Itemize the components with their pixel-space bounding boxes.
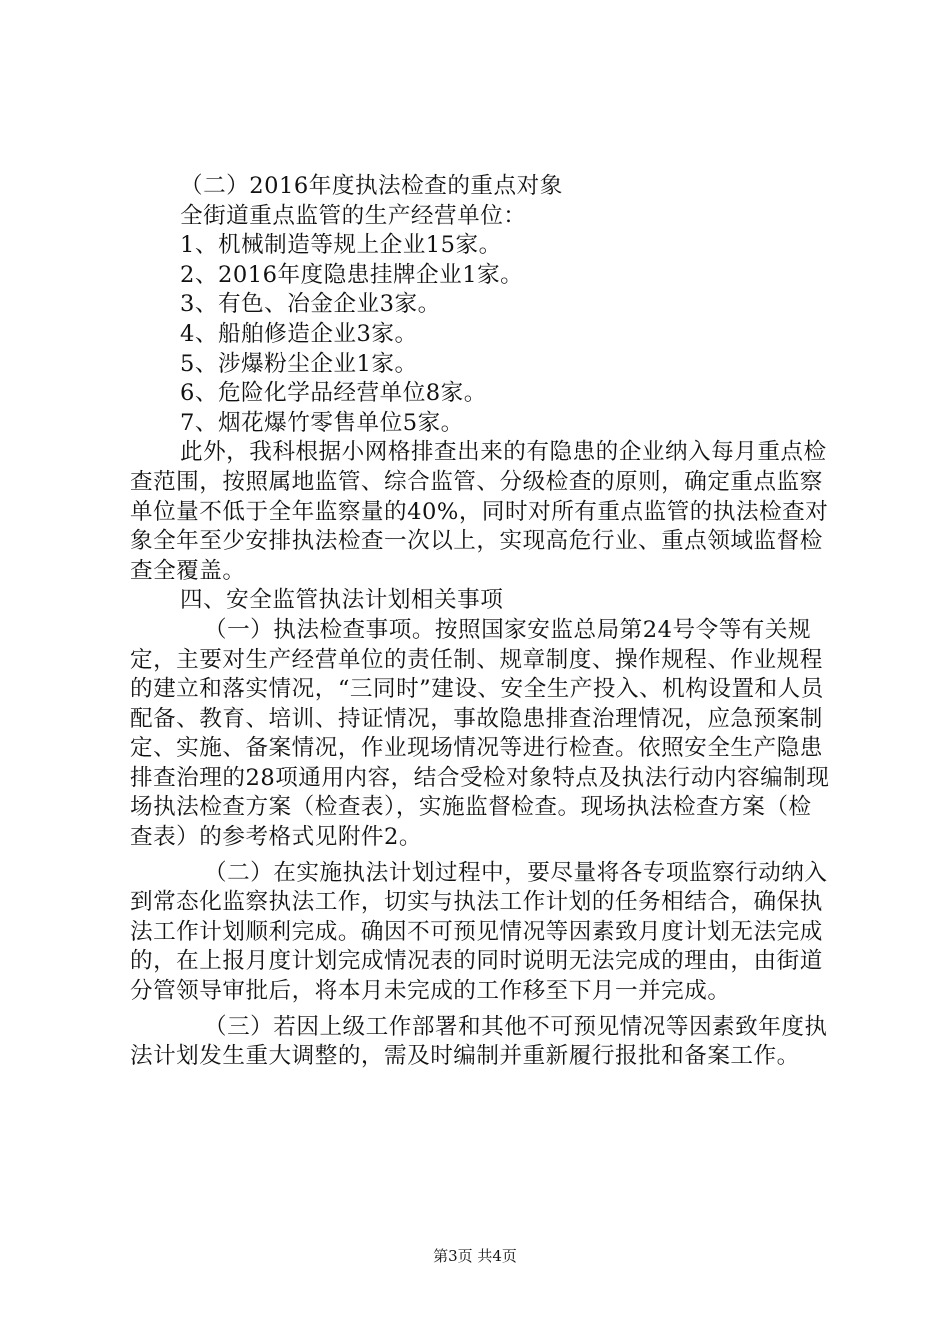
list-item-1: 1、机械制造等规上企业15家。 <box>180 232 502 259</box>
list-item-6: 6、危险化学品经营单位8家。 <box>180 380 487 407</box>
list-item-7: 7、烟花爆竹零售单位5家。 <box>180 409 464 436</box>
page-number-footer: 第3页 共4页 <box>433 1247 517 1265</box>
paragraph-units-intro: 全街道重点监管的生产经营单位： <box>180 202 527 229</box>
list-item-3: 3、有色、冶金企业3家。 <box>180 291 441 318</box>
paragraph-supplementary: 此外，我科根据小网格排查出来的有隐患的企业纳入每月重点检查范围，按照属地监管、综合监管、分级检查的原则，确定重点监察单位量不低于全年监察量的40%，同时对所有重点监管的执法检查对象全年至少安排执法检查一次以上，实现高危行业、重点领域监督检查全覆盖。 <box>130 439 829 584</box>
paragraph-plan-implementation: （二）在实施执法计划过程中，要尽量将各专项监察行动纳入到常态化监察执法工作，切实与执法工作计划的任务相结合，确保执法工作计划顺利完成。确因不可预见情况等因素致月度计划无法完成的，在上报月度计划完成情况表的同时说明无法完成的理由，由街道分管领导审批后，将本月未完成的工作移至下月一并完成。 <box>130 859 828 1005</box>
section-heading-four: 四、安全监管执法计划相关事项 <box>180 587 504 614</box>
section-heading-key-targets: （二）2016年度执法检查的重点对象 <box>180 173 563 199</box>
list-item-5: 5、涉爆粉尘企业1家。 <box>180 350 418 377</box>
paragraph-inspection-items: （一）执法检查事项。按照国家安监总局第24号令等有关规定，主要对生产经营单位的责任制、规章制度、操作规程、作业规程的建立和落实情况，“三同时”建设、安全生产投入、机构设置和人员配备、教育、培训、持证情况，事故隐患排查治理情况，应急预案制定、实施、备案情况，作业现场情况等进行检查。依照安全生产隐患排查治理的28项通用内容，结合受检对象特点及执法行动内容编制现场执法检查方案（检查表），实施监督检查。现场执法检查方案（检查表）的参考格式见附件2。 <box>130 616 830 851</box>
list-item-2: 2、2016年度隐患挂牌企业1家。 <box>180 261 524 288</box>
paragraph-plan-adjustment: （三）若因上级工作部署和其他不可预见情况等因素致年度执法计划发生重大调整的，需及时编制并重新履行报批和备案工作。 <box>130 1013 828 1070</box>
list-item-4: 4、船舶修造企业3家。 <box>180 320 418 347</box>
document-body <box>130 172 830 1072</box>
